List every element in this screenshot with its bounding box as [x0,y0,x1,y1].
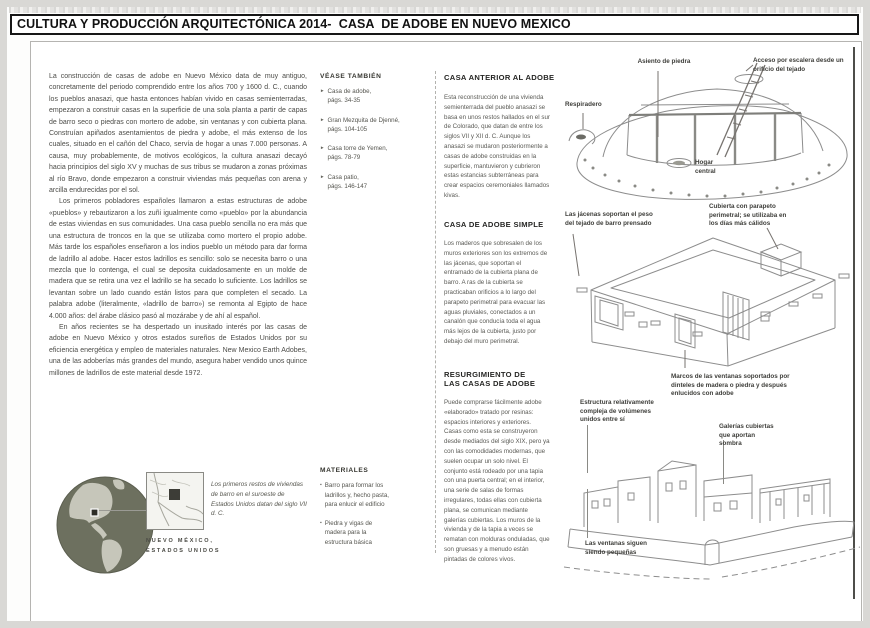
structure-leader-line [587,425,588,473]
pit-house-access-label: Acceso por escalera desde un orificio del tejado [753,57,844,73]
see-also-item [320,144,426,163]
scan-noise-band [9,7,861,13]
section-body-casa-anterior: Esta reconstrucción de una vivienda semienterrada del pueblo anasazi se basa en unos restos hallados en el sur de Colorado, que datan de entre los siglos VII y XII d. C. Aunque los anasazi se mudaron posteriormente a casas de adobe construidas en la superficie, mantuvieron y cubrieron estas estancias subterráneas para crear espacios ceremoniales llamados kivas. [444,94,550,199]
see-also-label: Casa patio, [327,173,359,181]
section-body-resurgimiento: Puede comprarse fácilmente adobe «elaborado» tratado por resinas: espacios interiores y exteriores. Casas como esta se construyeron desde mediados del siglo XIX, pero ya con las comodidades modernas, que suelen ocupar un solo nivel. El conjunto está rodeado por una tapia con una puerta central; en el interior, una serie de salas de formas irregulares, todas ellas con cubierta plana, se comunican mediante galerías cubiertas. Los muros de la vivienda y de la tapia a veces se rematan con molduras onduladas, que son gruesas y a menudo están pintadas de colores vivos. [444,399,550,563]
materials-text: Barro para formar los ladrillos y, hecho pasta, para enlucir el edificio [324,482,389,509]
section-heading-casa-anterior: CASA ANTERIOR AL ADOBE [444,73,555,82]
materials-heading: MATERIALES [320,467,369,474]
pit-house-vent-label: Respiradero [565,101,602,108]
see-also-pages: págs. 78-79 [327,154,361,162]
see-also-block [320,73,426,201]
materials-text: Piedra y vigas de madera para la estructura básica [324,519,373,547]
see-also-item [320,173,426,192]
complex-house-galleries-label: Galerías cubiertas que aportan sombra [719,423,774,447]
see-also-pages: págs. 34-35 [327,97,361,105]
simple-house-windows-label: Marcos de las ventanas soportados por dinteles de madera o piedra y después enlucidos con adobe [671,373,790,397]
complex-house-windows-label: Las ventanas siguen siendo pequeñas [585,540,647,556]
pit-house-illustration [565,55,860,205]
pit-house-seat-label: Asiento de piedra [637,58,691,65]
intro-paragraph-1: La construcción de casas de adobe en Nuevo México data de muy antiguo, concretamente del periodo comprendido entre los años 700 y 1600 d. C., cuando los pueblos anasazi, que hasta entonces habían vivido en casas semienterradas, empezaron a construir casas en la superficie de una sola planta a partir de capas de barro seco o piedras con mortero de adobe, sin ventanas y con cubierta plana. Construían apiñados asentamientos de piedra y adobe, el más extenso de los cuales, situado en el cañón del Chaco, servía de hogar a unas 7.000 personas. A causa, muy probablemente, de motivos ecológicos, la cultura anasazi decayó hacia principios del siglo XV y muchas de sus tribus se mudaron a zonas próximas al río Bravo, donde empezaron a construir viviendas más pequeñas con arena y arcilla endurecidas por el sol. [49,73,307,195]
intro-column [49,71,307,379]
simple-house-roof-label: Cubierta con parapeto perimetral; se utilizaba en los días más cálidos [709,203,787,227]
see-also-label: Gran Mezquita de Djenné, [327,116,400,124]
see-also-item [320,116,426,135]
see-also-pages: págs. 146-147 [327,183,368,191]
intro-paragraph-2: Los primeros pobladores españoles llamaron a estas estructuras de adobe «pueblos» y rebautizaron a los zuñi igualmente como «pueblo» por la abundancia de estas viviendas en sus comunidades. Una casa pueblo sencilla no era más que una estructura de troncos en la que se utilizaba como mortero el propio adobe. Más tarde los españoles enseñaron a los indios pueblo un método para dar forma de ladrillo al adobe. Hacer estos ladrillos es sencillo: solo se necesita barro o una mezcla que lo contenga, el cual se deposita cuidadosamente en un molde de madera que se retira una vez el ladrillo se ha secado lo suficiente. Los ladrillos se levantan sobre un lado cuando están listos para que completen el secado. La palabra adobe (literalmente, «ladrillo de barro») se remonta al Egipto de hace 4.000 años: del árabe clásico pasó al mozárabe y de ahí al español. [49,198,307,320]
complex-house-structure-label: Estructura relativamente compleja de volúmenes unidos entre sí [580,399,654,423]
intro-paragraph-3: En años recientes se ha despertado un inusitado interés por las casas de adobe en Nuevo México y otros estados sureños de Estados Unidos por su eficiencia energética y empleo de materiales naturales. New Mexico Earth Adobes, una de las adoberías más grandes del mundo, asegura haber vendido unos quince millones de ladrillos de este material desde 1972. [49,323,307,377]
globe-map-connector [99,510,146,511]
see-also-pages: págs. 104-105 [327,125,368,133]
triangle-bullet-icon: ► [320,173,325,179]
location-map [146,472,204,530]
section-heading-casa-simple: CASA DE ADOBE SIMPLE [444,220,544,229]
page-title: CULTURA Y PRODUCCIÓN ARQUITECTÓNICA 2014- CASA DE ADOBE EN NUEVO MEXICO [17,17,571,31]
see-also-item [320,87,426,106]
simple-house-beams-label: Las jácenas soportan el peso del tejado de barro prensado [565,211,653,227]
see-also-label: Casa torre de Yemen, [327,145,388,153]
triangle-bullet-icon: ► [320,88,325,93]
pit-house-hearth-label: Hogar central [695,159,716,175]
materials-item [320,481,390,510]
map-label-line2: ESTADOS UNIDOS [146,547,221,554]
see-also-label: Casa de adobe, [327,88,372,95]
materials-item [320,519,390,548]
section-body-casa-simple: Los maderos que sobresalen de los muros exteriores son los extremos de las jácenas, que soportan el entramado de la cubierta plana de barro. A ras de la cubierta se practicaban orificios a lo largo del parapeto perimetral para evacuar las aguas pluviales, conectados a un canalón que conducía toda el agua más lejos de la cubierta, justo por debajo del muro perimetral. [444,240,548,345]
globe-illustration [55,473,155,577]
title-bar [10,14,859,35]
materials-block [320,467,390,557]
map-location-label [146,537,220,556]
square-bullet-icon: ▪ [320,519,322,526]
complex-pueblo-illustration [562,435,862,585]
column-divider [435,71,436,553]
triangle-bullet-icon: ► [320,116,325,122]
windows-leader-line [587,489,588,538]
see-also-heading: VÉASE TAMBIÉN [320,73,382,80]
triangle-bullet-icon: ► [320,145,325,151]
location-caption: Los primeros restos de viviendas de barro en el suroeste de Estados Unidos datan del siglo VII d. C. [211,481,307,518]
map-label-line1: NUEVO MÉXICO, [146,538,214,544]
square-bullet-icon: ▪ [320,482,322,488]
section-heading-resurgimiento: RESURGIMIENTO DE LAS CASAS DE ADOBE [444,370,536,389]
